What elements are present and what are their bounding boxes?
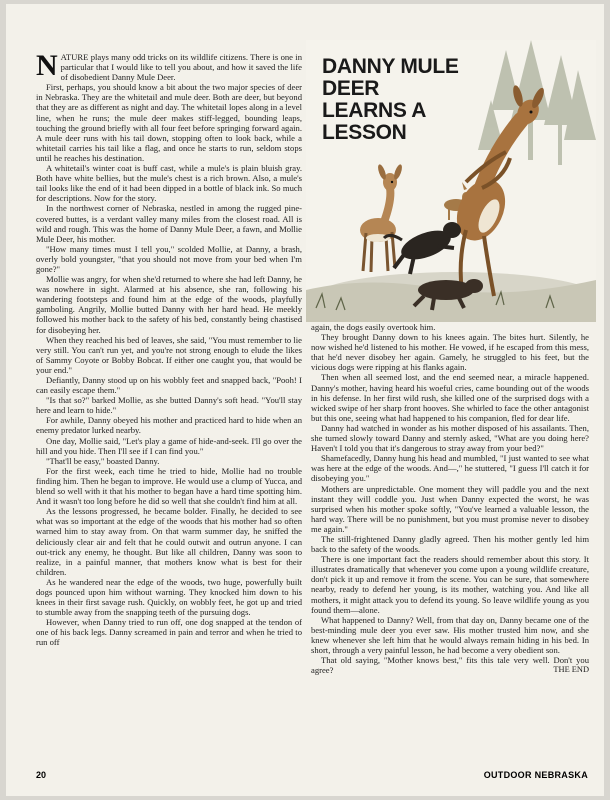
- article-paragraph: Shamefacedly, Danny hung his head and mumbled, "I just wanted to see what was here at the edge of the woods. And—," he stuttered, "I guess I'll catch it for disobeying you.": [311, 453, 589, 484]
- article-paragraph: A whitetail's winter coat is buff cast, while a mule's is plain bluish gray. Both have white bellies, but the mule's chest is a rich brown. Also, a mule's tail looks like the end of it had been dipped in a bottle of black ink. So much for descriptions. Now for the story.: [36, 163, 302, 204]
- article-paragraph: "How many times must I tell you," scolded Mollie, at Danny, a brash, overly bold youngster, "that you should not move from your bed when I'm gone?": [36, 243, 302, 274]
- article-paragraph: However, when Danny tried to run off, one dog snapped at the tendon of one of his back legs. Danny screamed in pain and terror and when he tried to run off: [36, 617, 302, 648]
- article-paragraph: again, the dogs easily overtook him.: [311, 322, 436, 332]
- article-paragraph: What happened to Danny? Well, from that day on, Danny became one of the best-minding mule deer you ever saw. His mother trusted him now, and she knew whenever she left him that he would always remain hiding in his bed. In short, through a very painful lesson, he had become a very obedient son.: [311, 614, 589, 655]
- article-paragraph: They brought Danny down to his knees again. The bites hurt. Silently, he now wished he'd listened to his mother. He vowed, if he escaped from this mess, that he'd never disobey her again. Gamely, he struggled to his feet, but the vicious dogs were ripping at his flanks again.: [311, 332, 589, 373]
- article-paragraph: Mothers are unpredictable. One moment they will paddle you and the next instant they will coddle you. Just when Danny expected the worst, he was surprised when his mother spoke softly, "You've learned a valuable lesson, the hard way. There will be no punishment, but you must promise never to disobey me again.": [311, 483, 589, 534]
- article-paragraph: "That'll be easy," boasted Danny.: [46, 455, 160, 466]
- page-number: 20: [36, 770, 47, 780]
- article-paragraph: When they reached his bed of leaves, she said, "You must remember to lie very still. You can't run yet, and you're not strong enough to elude the likes of Sammy Coyote or Bobby Bobcat. If either one caught you, that would be your end.": [36, 334, 302, 375]
- first-word: ATURE: [60, 52, 89, 62]
- article-paragraph: For the first week, each time he tried to hide, Mollie had no trouble finding him. Then he began to improve. He would use a clump of Yucca, and blend so well with it that his mother to began have a hard time spotting him. And it wasn't too long before he did so well that she couldn't find him at all.: [36, 465, 302, 507]
- paragraph-text: plays many odd tricks on its wildlife citizens. There is one in particular that I would like to tell you about, and how it saved the life of disobedient Danny Mule Deer.: [60, 52, 302, 83]
- article-paragraph: Mollie was angry, for when she'd returned to where she had left Danny, he was nowhere in sight. Alarmed at his absence, she ran, following his wandering footsteps and found him at the edge of the woods, playfully gamboling. Angrily, Mollie butted Danny with her hard head. He meekly followed his mother back to the safety of his bed, constantly being chastised for disobeying her.: [36, 274, 302, 335]
- article-paragraph: In the northwest corner of Nebraska, nestled in among the rugged pine-covered buttes, is a verdant valley many miles from the closest road. All is wild and rough. This was the home of Danny Mule Deer, a fawn, and Mollie Mule Deer, his mother.: [36, 203, 302, 244]
- illustration-title: [322, 56, 492, 144]
- article-paragraph: The still-frightened Danny gladly agreed. Then his mother gently led him back to the safety of the woods.: [311, 533, 589, 555]
- article-paragraph: One day, Mollie said, "Let's play a game of hide-and-seek. I'll go over the hill and you hide. Then I'll see if I can find you.": [36, 435, 302, 456]
- the-end-marker: THE END: [553, 665, 589, 675]
- article-right-column: [311, 322, 589, 772]
- magazine-name: OUTDOOR NEBRASKA: [483, 770, 588, 780]
- article-paragraph: For awhile, Danny obeyed his mother and practiced hard to hide when an enemy predator lurked nearby.: [36, 415, 302, 436]
- illustration-title-line1: DANNY MULE DEER: [322, 55, 459, 100]
- article-paragraph: That old saying, "Mother knows best," fits this tale very well. Don't you agree? THE END: [311, 655, 589, 676]
- article-paragraph: First, perhaps, you should know a bit about the two major species of deer in Nebraska. They are the whitetail and mule deer. Both are deer, but beyond that they are as different as night and day. The whitetail lopes along in a level line, when he runs; the mule deer makes stiff-legged, bounding leaps, touching the ground briefly with all four feet before springing forward again. A mule deer runs with his tail down, stopping often to look back, while a whitetail carries his tail like a flag, and once he starts to run, seldom stops until he reaches his destination.: [36, 82, 302, 163]
- article-left-column: [36, 52, 302, 767]
- article-paragraph: As the lessons progressed, he became bolder. Finally, he decided to see what was so important at the edge of the woods that his mother had so often warned him to stay away from. On that warm summer day, he sniffed the deliciously clear air and felt that he could outwit and outrun anyone. I can out-trick any enemy, he thought. But like all children, Danny was soon to realize, in a painful manner, that mothers know what is best for their children.: [36, 506, 302, 577]
- article-paragraph: [36, 52, 302, 82]
- article-paragraph: Danny had watched in wonder as his mother disposed of his assailants. Then, she turned slowly toward Danny and sternly asked, "What are you doing here? Haven't I told you that it's dangerous to stray away from your bed?": [311, 422, 589, 454]
- article-paragraph: There is one important fact the readers should remember about this story. It illustrates dramatically that whenever you come upon a young wildlife creature, don't pick it up and remove it from the scene. You can be sure, that somewhere nearby, ready to defend her young, is its mother, watching you. And like all mothers, it might attack you to defend its young. So leave wildlife young as you found them—alone.: [311, 554, 589, 615]
- article-paragraph: As he wandered near the edge of the woods, two huge, powerfully built dogs pounced upon him without warning. They knocked him down to his knees in their first savage rush. Quickly, on wobbly feet, he got up and tried to stumble away from the snapping teeth of the pursuing dogs.: [36, 576, 302, 618]
- article-paragraph: Then when all seemed lost, and the end seemed near, a miracle happened. Danny's mother, having heard his woeful cries, came bounding out of the woods in his defense. In her first wild rush, she killed one of the surprised dogs with a wicked swipe of her sharp front hooves. She whirled to face the other antagonist but this one, seeing what had happened to his companion, fled for dear life.: [311, 372, 589, 423]
- magazine-page: [6, 4, 604, 796]
- article-paragraph: Defiantly, Danny stood up on his wobbly feet and snapped back, "Pooh! I can easily escape them.": [36, 375, 302, 396]
- illustration-title-line2: LEARNS A LESSON: [322, 99, 426, 144]
- drop-cap: N: [36, 52, 58, 82]
- article-paragraph: "Is that so?" barked Mollie, as she butted Danny's soft head. "You'll stay here and learn to hide.": [36, 395, 302, 416]
